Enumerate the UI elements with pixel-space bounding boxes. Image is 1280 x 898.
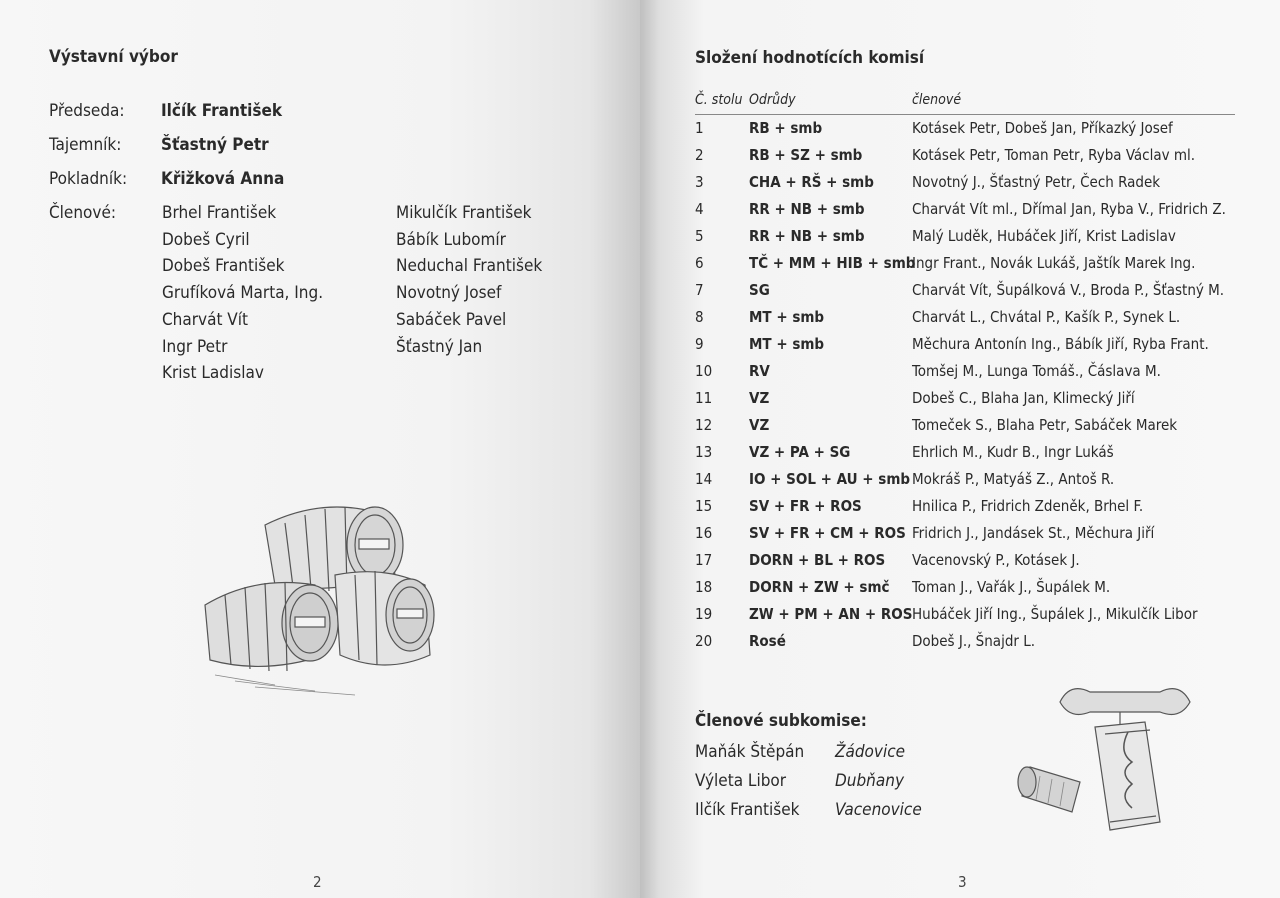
members: Tomeček S., Blaha Petr, Sabáček Marek bbox=[912, 416, 1178, 434]
members: Měchura Antonín Ing., Bábík Jiří, Ryba Frant. bbox=[912, 335, 1209, 353]
table-number: 2 bbox=[695, 146, 704, 164]
table-number: 7 bbox=[695, 281, 704, 299]
table-number: 4 bbox=[695, 200, 704, 218]
table-number: 16 bbox=[695, 524, 713, 542]
member-name: Charvát Vít bbox=[162, 309, 249, 330]
varieties: CHA + RŠ + smb bbox=[749, 173, 874, 191]
members: Ehrlich M., Kudr B., Ingr Lukáš bbox=[912, 443, 1114, 461]
table-row bbox=[695, 197, 1240, 224]
officer-name: Ilčík František bbox=[161, 101, 283, 121]
page-number-right: 3 bbox=[958, 873, 967, 891]
member-name: Novotný Josef bbox=[396, 283, 502, 304]
officer-name: Křižková Anna bbox=[161, 169, 285, 189]
members-column-1 bbox=[162, 200, 323, 387]
members: Vacenovský P., Kotásek J. bbox=[912, 551, 1080, 569]
varieties: VZ bbox=[749, 389, 770, 407]
subcommittee-place: Žádovice bbox=[835, 742, 906, 762]
member-name: Krist Ladislav bbox=[162, 363, 264, 384]
officer-role: Pokladník: bbox=[49, 169, 128, 189]
member-name: Brhel František bbox=[162, 203, 277, 223]
varieties: SV + FR + ROS bbox=[749, 497, 862, 515]
varieties: DORN + BL + ROS bbox=[749, 551, 886, 569]
table-row bbox=[695, 143, 1240, 170]
members-column-2 bbox=[396, 200, 542, 360]
table-number: 10 bbox=[695, 362, 713, 380]
table-row bbox=[695, 278, 1240, 305]
table-row bbox=[695, 467, 1240, 494]
members: Tomšej M., Lunga Tomáš., Čáslava M. bbox=[912, 362, 1161, 380]
member-name: Mikulčík František bbox=[396, 203, 532, 223]
officer-treasurer bbox=[49, 169, 284, 189]
header-table-number: Č. stolu bbox=[695, 92, 743, 108]
members: Hubáček Jiří Ing., Šupálek J., Mikulčík Libor bbox=[912, 605, 1198, 623]
varieties: VZ bbox=[749, 416, 770, 434]
table-row bbox=[695, 602, 1240, 629]
members: Ingr Frant., Novák Lukáš, Jaštík Marek Ing. bbox=[912, 254, 1196, 272]
member-name: Sabáček Pavel bbox=[396, 309, 507, 330]
table-number: 8 bbox=[695, 308, 704, 326]
table-number: 12 bbox=[695, 416, 713, 434]
table-number: 19 bbox=[695, 605, 713, 623]
table-number: 3 bbox=[695, 173, 704, 191]
varieties: RR + NB + smb bbox=[749, 227, 865, 245]
table-row bbox=[695, 170, 1240, 197]
table-row bbox=[695, 305, 1240, 332]
officer-name: Šťastný Petr bbox=[161, 135, 269, 155]
header-varieties: Odrůdy bbox=[749, 92, 796, 108]
members-label: Členové: bbox=[49, 203, 117, 223]
table-number: 11 bbox=[695, 389, 713, 407]
table-number: 17 bbox=[695, 551, 713, 569]
subcommittee-name: Výleta Libor bbox=[695, 771, 787, 791]
members: Toman J., Vařák J., Šupálek M. bbox=[912, 578, 1111, 596]
header-members: členové bbox=[912, 92, 962, 108]
varieties: SG bbox=[749, 281, 770, 299]
member-name: Grufíková Marta, Ing. bbox=[162, 283, 324, 304]
officer-role: Tajemník: bbox=[49, 135, 122, 155]
table-row bbox=[695, 521, 1240, 548]
members: Kotásek Petr, Toman Petr, Ryba Václav ml. bbox=[912, 146, 1196, 164]
subcommittee-name: Ilčík František bbox=[695, 800, 800, 820]
subcommittee-place: Dubňany bbox=[835, 771, 904, 791]
subcommittee-member bbox=[695, 800, 922, 820]
varieties: DORN + ZW + smč bbox=[749, 578, 890, 596]
varieties: MT + smb bbox=[749, 335, 825, 353]
table-number: 13 bbox=[695, 443, 713, 461]
subcommittee-place: Vacenovice bbox=[835, 800, 922, 820]
varieties: RR + NB + smb bbox=[749, 200, 865, 218]
officer-secretary bbox=[49, 135, 269, 155]
table-row bbox=[695, 386, 1240, 413]
member-name: Bábík Lubomír bbox=[396, 229, 506, 250]
member-name: Neduchal František bbox=[396, 256, 543, 277]
members: Charvát L., Chvátal P., Kašík P., Synek L. bbox=[912, 308, 1181, 326]
members: Novotný J., Šťastný Petr, Čech Radek bbox=[912, 173, 1161, 191]
varieties: VZ + PA + SG bbox=[749, 443, 851, 461]
members: Fridrich J., Jandásek St., Měchura Jiří bbox=[912, 524, 1155, 542]
table-header bbox=[695, 91, 1235, 115]
member-name: Dobeš Cyril bbox=[162, 229, 250, 250]
subcommittee-member bbox=[695, 742, 905, 762]
table-row bbox=[695, 440, 1240, 467]
officer-role: Předseda: bbox=[49, 101, 125, 121]
barrels-illustration bbox=[195, 495, 445, 705]
commissions-title: Složení hodnotících komisí bbox=[695, 48, 925, 68]
subcommittee-name: Maňák Štěpán bbox=[695, 742, 805, 762]
varieties: TČ + MM + HIB + smb bbox=[749, 254, 916, 272]
member-name: Šťastný Jan bbox=[396, 336, 483, 357]
subcommittee-member bbox=[695, 771, 904, 791]
table-row bbox=[695, 359, 1240, 386]
members: Mokráš P., Matyáš Z., Antoš R. bbox=[912, 470, 1115, 488]
table-number: 6 bbox=[695, 254, 704, 272]
members: Charvát Vít ml., Dřímal Jan, Ryba V., Fridrich Z. bbox=[912, 200, 1226, 218]
subcommittee-title: Členové subkomise: bbox=[695, 711, 867, 731]
table-row bbox=[695, 494, 1240, 521]
page-number-left: 2 bbox=[313, 873, 322, 891]
members: Charvát Vít, Šupálková V., Broda P., Šťastný M. bbox=[912, 281, 1225, 299]
table-row bbox=[695, 224, 1240, 251]
officer-chairman bbox=[49, 101, 282, 121]
exhibition-committee-title: Výstavní výbor bbox=[49, 47, 178, 67]
table-row bbox=[695, 116, 1240, 143]
table-row bbox=[695, 332, 1240, 359]
members: Malý Luděk, Hubáček Jiří, Krist Ladislav bbox=[912, 227, 1176, 245]
table-row bbox=[695, 413, 1240, 440]
table-number: 9 bbox=[695, 335, 704, 353]
varieties: SV + FR + CM + ROS bbox=[749, 524, 906, 542]
varieties: RV bbox=[749, 362, 770, 380]
varieties: RB + SZ + smb bbox=[749, 146, 863, 164]
varieties: MT + smb bbox=[749, 308, 825, 326]
table-row bbox=[695, 251, 1240, 278]
table-row bbox=[695, 629, 1240, 656]
table-number: 18 bbox=[695, 578, 713, 596]
varieties: Rosé bbox=[749, 632, 786, 650]
table-number: 14 bbox=[695, 470, 713, 488]
varieties: ZW + PM + AN + ROS bbox=[749, 605, 913, 623]
table-number: 1 bbox=[695, 119, 704, 137]
members: Dobeš C., Blaha Jan, Klimecký Jiří bbox=[912, 389, 1135, 407]
members: Kotásek Petr, Dobeš Jan, Příkazký Josef bbox=[912, 119, 1173, 137]
right-page bbox=[640, 0, 1280, 898]
varieties: RB + smb bbox=[749, 119, 823, 137]
members: Hnilica P., Fridrich Zdeněk, Brhel F. bbox=[912, 497, 1144, 515]
varieties: IO + SOL + AU + smb bbox=[749, 470, 911, 488]
table-row bbox=[695, 575, 1240, 602]
members: Dobeš J., Šnajdr L. bbox=[912, 632, 1036, 650]
member-name: Ingr Petr bbox=[162, 336, 228, 357]
table-row bbox=[695, 548, 1240, 575]
table-number: 5 bbox=[695, 227, 704, 245]
member-name: Dobeš František bbox=[162, 256, 285, 277]
table-number: 20 bbox=[695, 632, 713, 650]
table-number: 15 bbox=[695, 497, 713, 515]
corkscrew-illustration bbox=[1010, 672, 1260, 852]
